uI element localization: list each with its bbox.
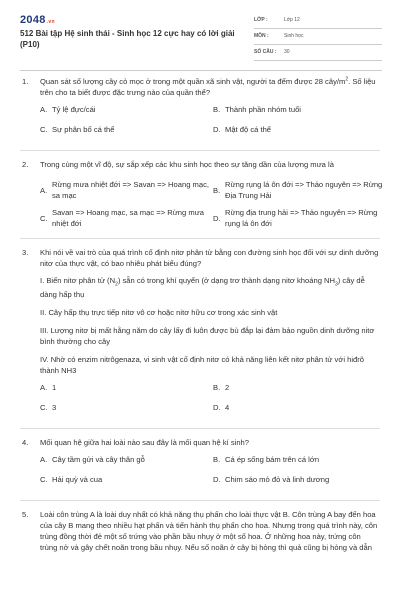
question-text: Loài côn trùng A là loài duy nhất có khả năng thụ phấn cho loài thực vật B. Côn trùng A bay đến hoa của cây B mang theo nhiều hạt phấn và tiến hành thụ phấn cho hoa. Nhưng trong quá trình này, côn trùng đồng thời đẻ một số trứng vào phần bầu nhụy ở một số hoa. Ở những hoa này, trứng côn trùng nở và gây chết noãn trong bầu nhụy. Nếu số noãn ở cây bị hỏng thì quả cũng bị hỏng và dẫn [40,509,378,552]
option-a[interactable]: A. Rừng mưa nhiệt đới => Savan => Hoang mạc, sa mạc [40,180,209,200]
question-number: 2. [22,160,29,169]
statement-2: II. Cây hấp thụ trực tiếp nitơ vô cơ hoặc nitơ hữu cơ trong xác sinh vật [40,307,278,317]
meta-table [254,13,382,61]
question-text: Quan sát số lượng cây cỏ mọc ở trong một quần xã sinh vật, người ta đếm được 28 cây/$m^2$. Số liệu trên cho ta biết được đặc trưng nào của quần thể? [40,76,376,97]
meta-row-count [254,45,382,61]
option-b[interactable]: B. Cá ép sống bám trên cá lớn [213,454,320,464]
question-1 [0,76,400,144]
option-b[interactable]: B. Rừng rụng lá ôn đới => Thảo nguyên => Rừng Địa Trung Hải [213,180,383,200]
question-number: 5. [22,509,29,519]
option-d[interactable]: D. Rừng địa trung hải => Thảo nguyên => Rừng rụng lá ôn đới [213,208,378,228]
option-b[interactable]: B. Thành phần nhóm tuổi [213,105,301,114]
header-divider [20,70,382,71]
option-c[interactable]: C. Savan => Hoang mạc, sa mạc => Rừng mưa nhiệt đới [40,208,204,228]
meta-label: MÔN : [254,32,269,39]
meta-label: SỐ CÂU : [254,48,277,55]
document-title: 512 Bài tập Hệ sinh thái - Sinh học 12 cực hay có lời giải (P10) [20,29,235,49]
site-logo[interactable] [20,13,55,29]
meta-row-subject [254,29,382,45]
question-4 [0,437,400,494]
question-5 [0,509,400,553]
option-a[interactable]: A. 1 [40,382,57,392]
meta-value: Sinh học [284,32,304,39]
question-number: 1. [22,77,29,86]
question-divider [20,428,380,429]
question-text: Mối quan hệ giữa hai loài nào sau đây là mối quan hệ kí sinh? [40,437,249,447]
option-c[interactable]: C. Hải quỳ và cua [40,474,103,484]
option-c[interactable]: C. 3 [40,402,57,412]
option-d[interactable]: D. Mật độ cá thể [213,125,272,134]
question-number: 3. [22,248,29,257]
option-a[interactable]: A. Tỷ lệ đực/cái [40,105,96,114]
option-d[interactable]: D. 4 [213,402,230,412]
logo-main: 2048 [20,14,46,26]
answer-options [40,454,380,494]
question-divider [20,150,380,151]
answer-options [40,382,380,422]
question-text: Khi nói về vai trò của quá trình cố định nitơ phân tử bằng con đường sinh học đối với sự dinh dưỡng nitơ của thực vật, có bao nhiêu phát biểu đúng? [40,248,379,268]
answer-options [40,176,383,232]
meta-value: Lớp 12 [284,16,300,23]
meta-row-class [254,13,382,29]
option-b[interactable]: B. 2 [213,382,230,392]
option-a[interactable]: A. Cây tầm gửi và cây thân gỗ [40,454,145,464]
meta-label: LỚP : [254,16,268,23]
question-text: Trong cùng một vĩ độ, sự sắp xếp các khu sinh học theo sự tăng dần của lượng mưa là [40,160,334,169]
question-3 [0,247,400,422]
option-c[interactable]: C. Sự phân bố cá thể [40,125,115,134]
question-divider [20,500,380,501]
meta-value: 30 [284,48,290,55]
question-number: 4. [22,437,29,447]
statement-1: I. Biến nitơ phân tử $(N_2)$ sẵn có trong khí quyển (ở dạng trơ thành dạng nitơ khoáng $NH_3$) cây dễ dàng hấp thụ [40,276,365,299]
question-list [0,76,400,553]
answer-options [40,104,380,144]
statement-3: III. Lượng nitơ bị mất hằng năm do cây lấy đi luôn được bù đắp lại đảm bảo nguồn dinh dưỡng nitơ bình thường cho cây [40,325,375,346]
logo-suffix: .vn [46,19,55,25]
question-divider [20,238,380,239]
option-d[interactable]: D. Chim sáo mỏ đỏ và linh dương [213,474,330,484]
question-2 [0,159,400,232]
statement-4: IV. Nhờ có enzim nitrôgenaza, vi sinh vật cố định nitơ có khả năng liên kết nitơ phân tử với hiđrô thành NH3 [40,354,365,375]
